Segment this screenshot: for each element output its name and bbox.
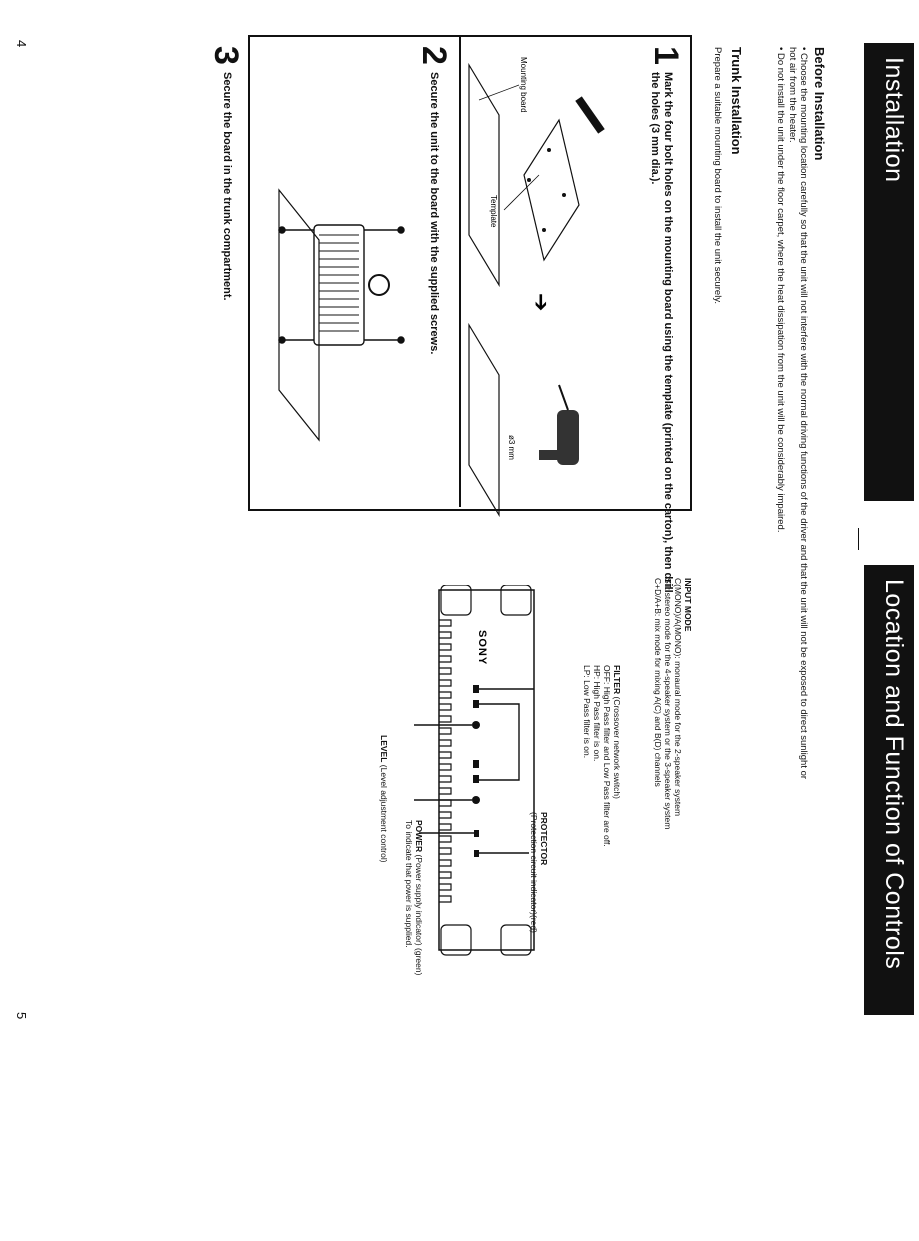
step-1-illustration: [459, 55, 619, 525]
installation-title: Installation: [880, 57, 908, 183]
bolt-hole-mark: [562, 193, 566, 197]
level-knob: [472, 721, 480, 729]
amplifier-panel-illustration: [399, 585, 539, 965]
trunk-installation-intro: Prepare a suitable mounting board to install the unit securely.: [712, 47, 723, 305]
step-3-number: 3: [207, 46, 245, 65]
bolt-hole-mark: [527, 178, 531, 182]
brand-logo: SONY: [476, 630, 488, 666]
filter-heading: FILTER: [612, 665, 622, 695]
drill-handle: [539, 450, 564, 460]
drill-size-label: ø3 mm: [507, 435, 516, 460]
template-sheet: [524, 120, 579, 260]
step-3-text: Secure the board in the trunk compartment.: [221, 72, 233, 301]
step-1-text: Mark the four bolt holes on the mounting board using the template (printed on the carton), then drill the holes (3 mm dia.).: [649, 72, 674, 593]
pencil-icon: [575, 96, 604, 133]
input-mode-heading: INPUT MODE: [683, 578, 693, 632]
level-desc: (Level adjustment control): [379, 764, 389, 863]
template-leader: [504, 175, 539, 210]
trunk-installation-heading: Trunk Installation: [729, 47, 744, 155]
before-installation-heading: Before Installation: [812, 47, 827, 161]
power-led: [474, 830, 479, 837]
level-heading: LEVEL: [379, 735, 389, 763]
input-mode-block: [653, 578, 693, 829]
input-mode-switch: [473, 760, 479, 768]
protector-desc: (Protection circuit indicator)(red): [529, 812, 539, 933]
screwdriver-rotate-icon: [369, 275, 389, 295]
input-mode-switch: [473, 685, 479, 693]
step-2-illustration: [269, 180, 419, 450]
template-label: Template: [489, 195, 498, 228]
panel-controls: [472, 685, 480, 857]
filter-line-off: OFF: High Pass filter and Low Pass filter are off.: [602, 665, 612, 847]
before-installation-bullet-2: • Do not install the unit under the floor carpet, where the heat dissipation from the unit will be considerably impaired.: [775, 47, 786, 533]
spread-divider: [858, 528, 859, 550]
controls-title: Location and Function of Controls: [880, 579, 908, 970]
mounting-board: [279, 190, 319, 440]
power-heading: POWER: [414, 820, 424, 853]
bolt-hole-mark: [542, 228, 546, 232]
page-number-left: 4: [14, 40, 29, 48]
installation-title-bar: [864, 43, 914, 501]
mounting-board-label: Mounting board: [519, 57, 528, 113]
heatsink-fins: [439, 620, 451, 902]
level-block: [379, 735, 389, 863]
power-desc: (Power supply indicator) (green): [414, 854, 424, 976]
arrow-icon: ➔: [529, 293, 554, 312]
power-line: To indicate that power is supplied.: [404, 820, 414, 948]
step-1-number: 1: [647, 46, 685, 65]
step-2-number: 2: [415, 46, 453, 65]
page-number-right: 5: [14, 1012, 29, 1020]
filter-block: [582, 665, 622, 847]
heatsink-fins: [319, 235, 359, 331]
drill-bit: [559, 385, 568, 410]
before-installation-bullet-1: • Choose the mounting location carefully so that the unit will not interfere with the normal driving functions of the driver and that the unit will not be exposed to direct sunlight or hot air from the heater.: [787, 47, 809, 780]
input-mode-line-1: C(MONO)/A(MONO): monaural mode for the 2-speaker system: [673, 578, 683, 817]
callout-lines: [414, 689, 534, 853]
step-2-text: Secure the unit to the board with the supplied screws.: [428, 72, 440, 355]
input-mode-line-2: ST: stereo mode for the 4-speaker system or the 3-speaker system: [663, 578, 673, 830]
mounting-board-right: [469, 325, 499, 515]
bolt-hole-mark: [547, 148, 551, 152]
filter-switch: [473, 775, 479, 783]
protector-heading: PROTECTOR: [539, 812, 549, 866]
screw-icons: [279, 227, 404, 343]
level-knob: [472, 796, 480, 804]
filter-desc: (Crossover network switch): [612, 696, 622, 799]
protector-led: [474, 850, 479, 857]
filter-line-lp: LP: Low Pass filter is on.: [582, 665, 592, 759]
input-mode-line-3: C+D/A+B: mix mode for mixing A(C) and B(D) channels: [653, 578, 663, 787]
filter-line-hp: HP: High Pass filter is on.: [592, 665, 602, 762]
controls-title-bar: [864, 565, 914, 1015]
filter-switch: [473, 700, 479, 708]
